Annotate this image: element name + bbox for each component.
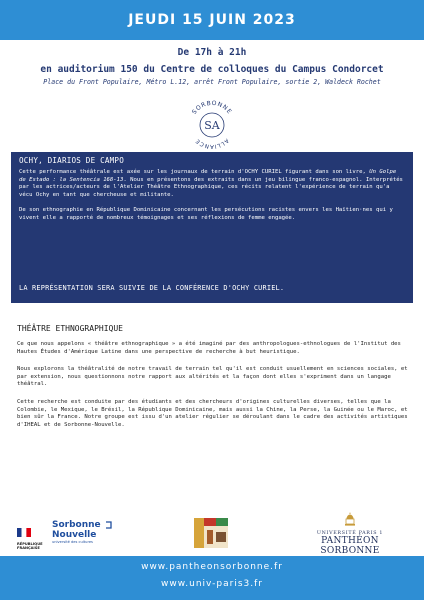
paris1-logo xyxy=(292,511,408,556)
event-time: De 17h à 21h xyxy=(177,47,247,58)
republique-francaise-logo xyxy=(17,522,45,551)
book-title: Un Golpe de Estado : la Sentencia 168-13 xyxy=(19,169,397,183)
svg-text:ALLIANCE xyxy=(194,137,229,149)
ochy-section xyxy=(11,152,413,303)
pantheon-dome-icon xyxy=(345,512,355,526)
link-pantheonsorbonne[interactable]: www.pantheonsorbonne.fr xyxy=(141,562,283,572)
republique-line1: RÉPUBLIQUE xyxy=(17,542,43,546)
event-when xyxy=(0,46,424,76)
section-paragraph xyxy=(19,169,405,199)
theatre-section xyxy=(17,324,409,439)
atelier-theatre-logo xyxy=(192,516,232,552)
sorbonne-nouvelle-logo xyxy=(52,521,122,545)
marianne-icon xyxy=(17,528,31,537)
date-banner xyxy=(0,0,424,40)
paris1-line1: UNIVERSITÉ PARIS 1 xyxy=(316,531,384,536)
section-paragraph: Ce que nous appelons « théâtre ethnographique » a été imaginé par des anthropologues-ethnologues de l'Institut des Hautes Études d'Amérique Latine dans une perspective de recherche à but heuristique. xyxy=(17,341,401,355)
section-paragraph: De son ethnographie en République Dominicaine concernant les persécutions racistes envers les Haïtien·nes qui y vivent elle a rapporté de nombreux témoignages et ses réflexions de femme engagée. xyxy=(19,207,393,221)
atelier-theatre-icon xyxy=(192,516,232,552)
event-address: Place du Front Populaire, Métro L.12, arrêt Front Populaire, sortie 2, Waldeck Rochet xyxy=(43,78,381,86)
partner-logos xyxy=(0,508,424,554)
sn-line2: Nouvelle xyxy=(52,530,97,540)
section-paragraph: Nous explorons la théâtralité de notre travail de terrain tel qu'il est conduit usuellement en sciences sociales, et par extension, nous questionnons notre rapport aux altérités et la façon dont elles s'expriment dans un langage théâtral. xyxy=(17,366,408,388)
paris1-line2: PANTHÉON SORBONNE xyxy=(320,536,380,556)
sn-line1: Sorbonne xyxy=(52,520,101,530)
section-paragraph: Cette recherche est conduite par des étudiants et des chercheurs d'origines culturelles diverses, telles que la Colombie, le Mexique, le Brésil, la République Dominicaine, mais aussi la Chine, la Perse, la Guinée ou le Maroc, et bien sûr la France. Notre groupe est issu d'un atelier régulier se déroulant dans le cadre des activités artistiques d'IHEAL et de Sorbonne-Nouvelle. xyxy=(17,398,408,428)
paragraph-text: Cette performance théâtrale est axée sur les journaux de terrain d'OCHY CURIEL figurant dans son livre, xyxy=(19,169,370,175)
sorbonne-alliance-logo xyxy=(172,92,252,154)
alliance-logo-bottom: ALLIANCE xyxy=(194,137,230,150)
alliance-logo-mark: SA xyxy=(204,119,220,132)
alliance-logo-icon xyxy=(172,92,252,154)
section-title: THÉÂTRE ETHNOGRAPHIQUE xyxy=(17,324,123,333)
paragraph-text: . Nous en présentons des extraits dans un jeu bilingue franco-espagnol. Interprétés par les actrices/acteurs de l'Atelier Théâtre Ethnographique, ces récits relatent l'expérience de terrain qu'a vécu Ochy en tant que chercheuse et militante. xyxy=(19,176,403,198)
event-venue: en auditorium 150 du Centre de colloques du Campus Condorcet xyxy=(40,64,384,75)
sn-line3: université des cultures xyxy=(52,540,93,544)
event-date: JEUDI 15 JUIN 2023 xyxy=(128,12,296,28)
conference-note: LA REPRÉSENTATION SERA SUIVIE DE LA CONFÉRENCE D'OCHY CURIEL. xyxy=(19,284,285,292)
alliance-logo-top: SORBONNE xyxy=(190,99,234,116)
sn-bracket-icon xyxy=(104,521,114,529)
footer-links xyxy=(0,556,424,600)
section-title: OCHY, DIARIOS DE CAMPO xyxy=(19,156,124,165)
link-univ-paris3[interactable]: www.univ-paris3.fr xyxy=(161,579,263,589)
republique-line2: FRANÇAISE xyxy=(17,546,40,551)
